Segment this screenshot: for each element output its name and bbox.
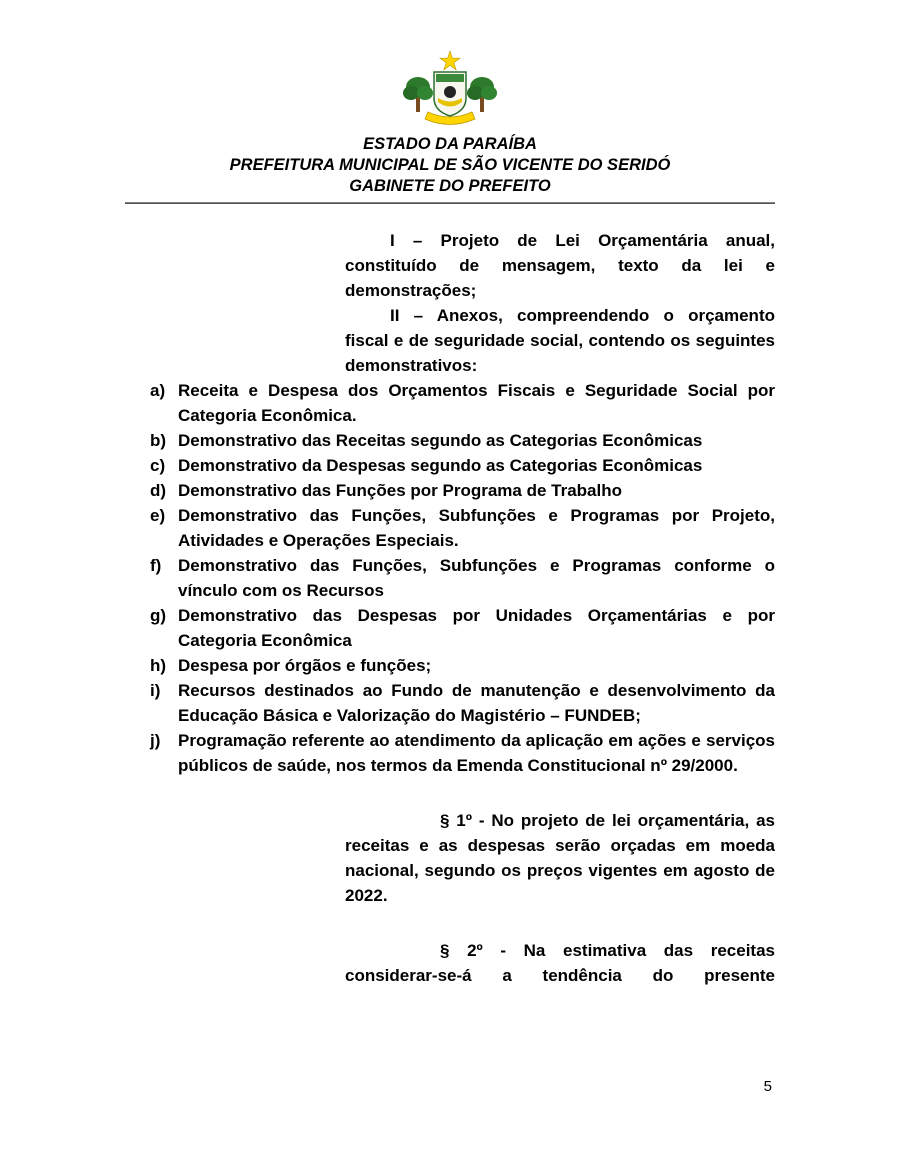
list-item <box>150 478 775 503</box>
list-item-label: j) <box>150 731 161 750</box>
list-item-text: Demonstrativo das Receitas segundo as Categorias Econômicas <box>178 431 703 450</box>
document-body <box>125 228 775 988</box>
list-item-label: f) <box>150 556 162 575</box>
list-item-text: Demonstrativo das Funções, Subfunções e Programas conforme o vínculo com os Recursos <box>178 556 775 600</box>
list-item-label: e) <box>150 506 166 525</box>
list-item-label: b) <box>150 431 167 450</box>
document-header <box>125 0 775 204</box>
list-item-text: Demonstrativo das Funções por Programa de Trabalho <box>178 481 622 500</box>
list-item-text: Demonstrativo das Despesas por Unidades Orçamentárias e por Categoria Econômica <box>178 606 775 650</box>
paragraph-section-1: § 1º - No projeto de lei orçamentária, as receitas e as despesas serão orçadas em moeda nacional, segundo os preços vigentes em agosto de 2022. <box>345 811 775 905</box>
header-municipality-title: PREFEITURA MUNICIPAL DE SÃO VICENTE DO SERIDÓ <box>229 156 671 174</box>
list-item <box>150 453 775 478</box>
list-item-label: g) <box>150 606 167 625</box>
list-item <box>150 678 775 728</box>
header-text-block <box>125 134 775 197</box>
paragraph-section-2: § 2º - Na estimativa das receitas considerar-se-á a tendência do presente <box>345 941 775 985</box>
header-state-title: ESTADO DA PARAÍBA <box>363 135 537 153</box>
paragraph-item-II: II – Anexos, compreendendo o orçamento fiscal e de seguridade social, contendo os seguintes demonstrativos: <box>345 306 775 375</box>
list-item <box>150 428 775 453</box>
list-item-label: i) <box>150 681 161 700</box>
coat-of-arms-icon <box>390 50 510 128</box>
list-item <box>150 653 775 678</box>
list-item-text: Recursos destinados ao Fundo de manutenção e desenvolvimento da Educação Básica e Valorização do Magistério – FUNDEB; <box>178 681 775 725</box>
list-item <box>150 603 775 653</box>
page-number: 5 <box>763 1078 772 1095</box>
list-item-text: Despesa por órgãos e funções; <box>178 656 432 675</box>
list-item-label: h) <box>150 656 167 675</box>
list-item-text: Receita e Despesa dos Orçamentos Fiscais e Seguridade Social por Categoria Econômica. <box>178 381 775 425</box>
list-item <box>150 378 775 428</box>
list-item-label: a) <box>150 381 166 400</box>
list-item-label: d) <box>150 481 167 500</box>
coat-of-arms <box>125 50 775 128</box>
list-item-text: Demonstrativo das Funções, Subfunções e Programas por Projeto, Atividades e Operações Especiais. <box>178 506 775 550</box>
header-office-title: GABINETE DO PREFEITO <box>349 177 551 195</box>
list-item <box>150 553 775 603</box>
list-item <box>150 503 775 553</box>
demonstratives-list <box>150 378 775 778</box>
header-divider <box>125 202 775 204</box>
list-item-text: Programação referente ao atendimento da aplicação em ações e serviços públicos de saúde, nos termos da Emenda Constitucional nº 29/2000. <box>178 731 775 775</box>
paragraph-item-I: I – Projeto de Lei Orçamentária anual, constituído de mensagem, texto da lei e demonstrações; <box>345 231 775 300</box>
list-item-label: c) <box>150 456 166 475</box>
list-item-text: Demonstrativo da Despesas segundo as Categorias Econômicas <box>178 456 703 475</box>
list-item <box>150 728 775 778</box>
